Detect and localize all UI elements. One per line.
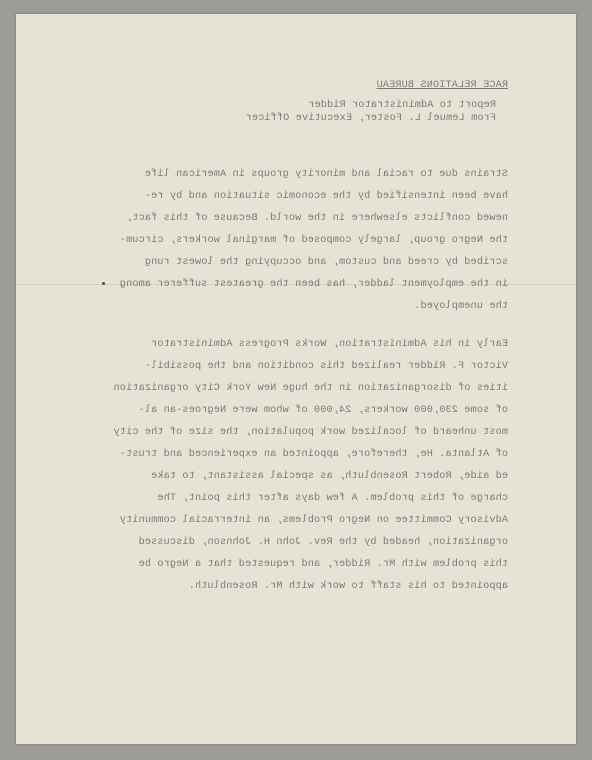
- paragraph-2-line: Early in his Administration, Works Progress Administrator: [150, 339, 508, 350]
- paragraph-2-line: organization, headed by the Rev. John H. Johnson, discussed: [138, 537, 508, 548]
- paragraph-2-line: charge of this problem. A few days after this point, The: [157, 493, 508, 504]
- bureau-heading: RACE RELATIONS BUREAU: [376, 80, 508, 91]
- paragraph-2-line: of some 230,000 workers, 24,000 of whom were Negroes-an al-: [138, 405, 508, 416]
- paragraph-1-line: the Negro group, largely composed of marginal workers, circum-: [119, 235, 508, 246]
- report-recipient: Report to Administrator Ridder: [308, 100, 496, 111]
- document-page: [16, 14, 576, 744]
- paragraph-2-line: Victor F. Ridder realized this condition and the possibil-: [144, 361, 508, 372]
- bleed-through-text: [16, 14, 576, 744]
- paragraph-2-line: ed aide, Robert Rosenbluth, as special assistant, to take: [150, 471, 508, 482]
- paragraph-1-line: have been intensified by the economic situation and by re-: [144, 191, 508, 202]
- paragraph-1-line: Strains due to racial and minority groups in American life: [144, 169, 508, 180]
- paragraph-1-line: in the employment ladder, has been the greatest sufferer among: [119, 279, 508, 290]
- paragraph-2-line: ities of disorganization in the huge New York City organization: [113, 383, 508, 394]
- paragraph-1-line: newed conflicts elsewhere in the world. Because of this fact,: [125, 213, 508, 224]
- paragraph-1-line: scribed by creed and custom, and occupying the lowest rung: [144, 257, 508, 268]
- report-author: From Lemuel L. Foster, Executive Officer: [245, 113, 496, 124]
- paragraph-2-line: Advisory Committee on Negro Problems, an interracial community: [119, 515, 508, 526]
- paragraph-2-line: most unheard of localized work population, the size of the city: [113, 427, 508, 438]
- paragraph-2-line: appointed to his staff to work with Mr. Rosenbluth.: [188, 581, 508, 592]
- paragraph-2-line: this problem with Mr. Ridder, and requested that a Negro be: [138, 559, 508, 570]
- paragraph-1-line: the unemployed.: [414, 301, 508, 312]
- paragraph-2-line: of Atlanta. He, therefore, appointed an experienced and trust-: [119, 449, 508, 460]
